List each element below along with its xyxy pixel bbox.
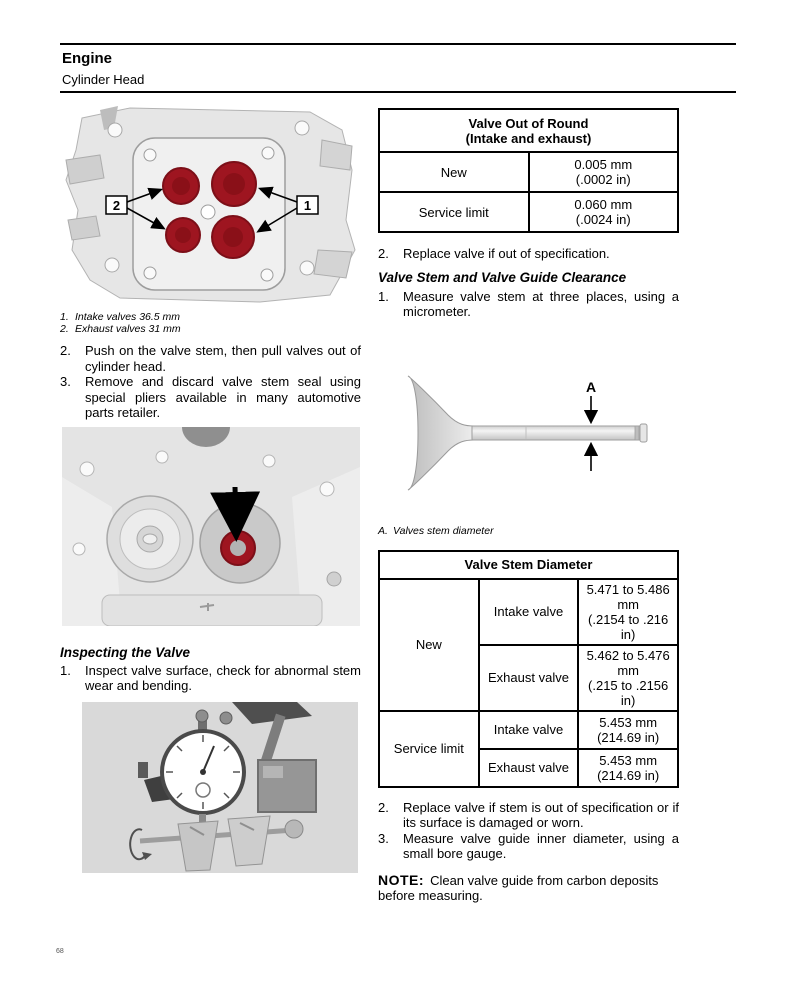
svg-text:2: 2 — [112, 198, 121, 213]
figure1-captions — [60, 311, 361, 335]
row-value: 5.471 to 5.486 mm (.2154 to .216 in) — [578, 579, 678, 645]
inspecting-valve-heading: Inspecting the Valve — [60, 644, 191, 660]
table-title: Valve Out of Round (Intake and exhaust) — [379, 109, 678, 152]
header-rule-top — [60, 43, 736, 45]
table-row — [379, 711, 678, 749]
valve-figure-caption — [378, 525, 679, 537]
header-rule-bottom — [60, 91, 736, 93]
step-text: Remove and discard valve stem seal using special pliers available in many automotive parts retailer. — [85, 374, 361, 420]
step-text: Measure valve guide inner diameter, using a small bore gauge. — [403, 830, 679, 861]
table-row — [379, 152, 678, 192]
row-value: 0.060 mm (.0024 in) — [529, 192, 679, 232]
step-number: 3. — [378, 830, 389, 846]
dial-gauge-figure-wrap — [82, 702, 361, 873]
table-title: Valve Stem Diameter — [379, 551, 678, 579]
pointer-arrow — [235, 487, 236, 527]
valve-type: Intake valve — [479, 711, 579, 749]
step-item — [60, 663, 361, 694]
page-number: 68 — [56, 948, 64, 955]
svg-text:1: 1 — [303, 198, 312, 213]
step-text: Inspect valve surface, check for abnormal stem wear and bending. — [85, 662, 361, 693]
procedure-steps-after-table — [378, 800, 679, 862]
caption-number: 1. — [60, 311, 69, 323]
group-label: Service limit — [379, 711, 479, 787]
page-subtitle: Cylinder Head — [62, 72, 145, 87]
step-number: 1. — [60, 662, 71, 678]
step-text: Push on the valve stem, then pull valves out of cylinder head. — [85, 343, 361, 374]
row-value: 5.453 mm (214.69 in) — [578, 711, 678, 749]
step-number: 2. — [60, 343, 71, 358]
valve-type: Exhaust valve — [479, 749, 579, 787]
step-text: Replace valve if stem is out of specification or if its surface is damaged or worn. — [403, 799, 679, 830]
caption-text: Exhaust valves 31 mm — [75, 323, 181, 335]
valve-stem-diameter-table — [378, 550, 679, 788]
procedure-steps-removal — [60, 343, 361, 421]
row-value: 5.462 to 5.476 mm (.215 to .2156 in) — [578, 645, 678, 711]
step-item — [378, 800, 679, 831]
step-item — [60, 374, 361, 421]
step-text: Replace valve if out of specification. — [403, 246, 610, 261]
step-number: 3. — [60, 374, 71, 389]
caption-text: Valves stem diameter — [393, 524, 494, 537]
row-value: 5.453 mm (214.69 in) — [578, 749, 678, 787]
dial-gauge-figure — [82, 702, 358, 873]
figure-caption — [60, 311, 361, 323]
caption-text: Intake valves 36.5 mm — [75, 311, 181, 323]
step-number: 1. — [378, 288, 389, 304]
row-value: 0.005 mm (.0002 in) — [529, 152, 679, 192]
note-text: Clean valve guide from carbon deposits before measuring. — [378, 872, 659, 903]
table-row — [379, 579, 678, 645]
step-replace-round — [378, 246, 679, 262]
page-title: Engine — [62, 50, 113, 67]
callout-exhaust — [106, 196, 127, 214]
note-label: NOTE: — [378, 871, 425, 888]
row-label: New — [379, 152, 529, 192]
left-column — [60, 100, 361, 873]
step-item — [378, 831, 679, 862]
valve-type: Intake valve — [479, 579, 579, 645]
step-measure-stem — [378, 289, 679, 320]
dimension-label: A — [585, 378, 597, 395]
valve-stem-seal-figure — [62, 427, 360, 626]
figure-caption — [60, 323, 361, 335]
valve-type: Exhaust valve — [479, 645, 579, 711]
step-number: 2. — [378, 799, 389, 815]
valve-out-of-round-table — [378, 108, 679, 233]
caption-number: A. — [378, 524, 388, 537]
clearance-heading: Valve Stem and Valve Guide Clearance — [378, 269, 627, 285]
callout-intake — [297, 196, 318, 214]
cylinder-head-valves-figure — [60, 100, 361, 308]
group-label: New — [379, 579, 479, 711]
caption-number: 2. — [60, 323, 69, 335]
note-block — [378, 873, 679, 904]
procedure-steps-inspect — [60, 663, 361, 694]
step-text: Measure valve stem at three places, using a micrometer. — [403, 288, 679, 319]
step-item — [60, 343, 361, 374]
row-label: Service limit — [379, 192, 529, 232]
right-column — [378, 108, 679, 904]
valve-diameter-figure — [378, 338, 679, 523]
table-row — [379, 192, 678, 232]
step-number: 2. — [378, 246, 389, 261]
